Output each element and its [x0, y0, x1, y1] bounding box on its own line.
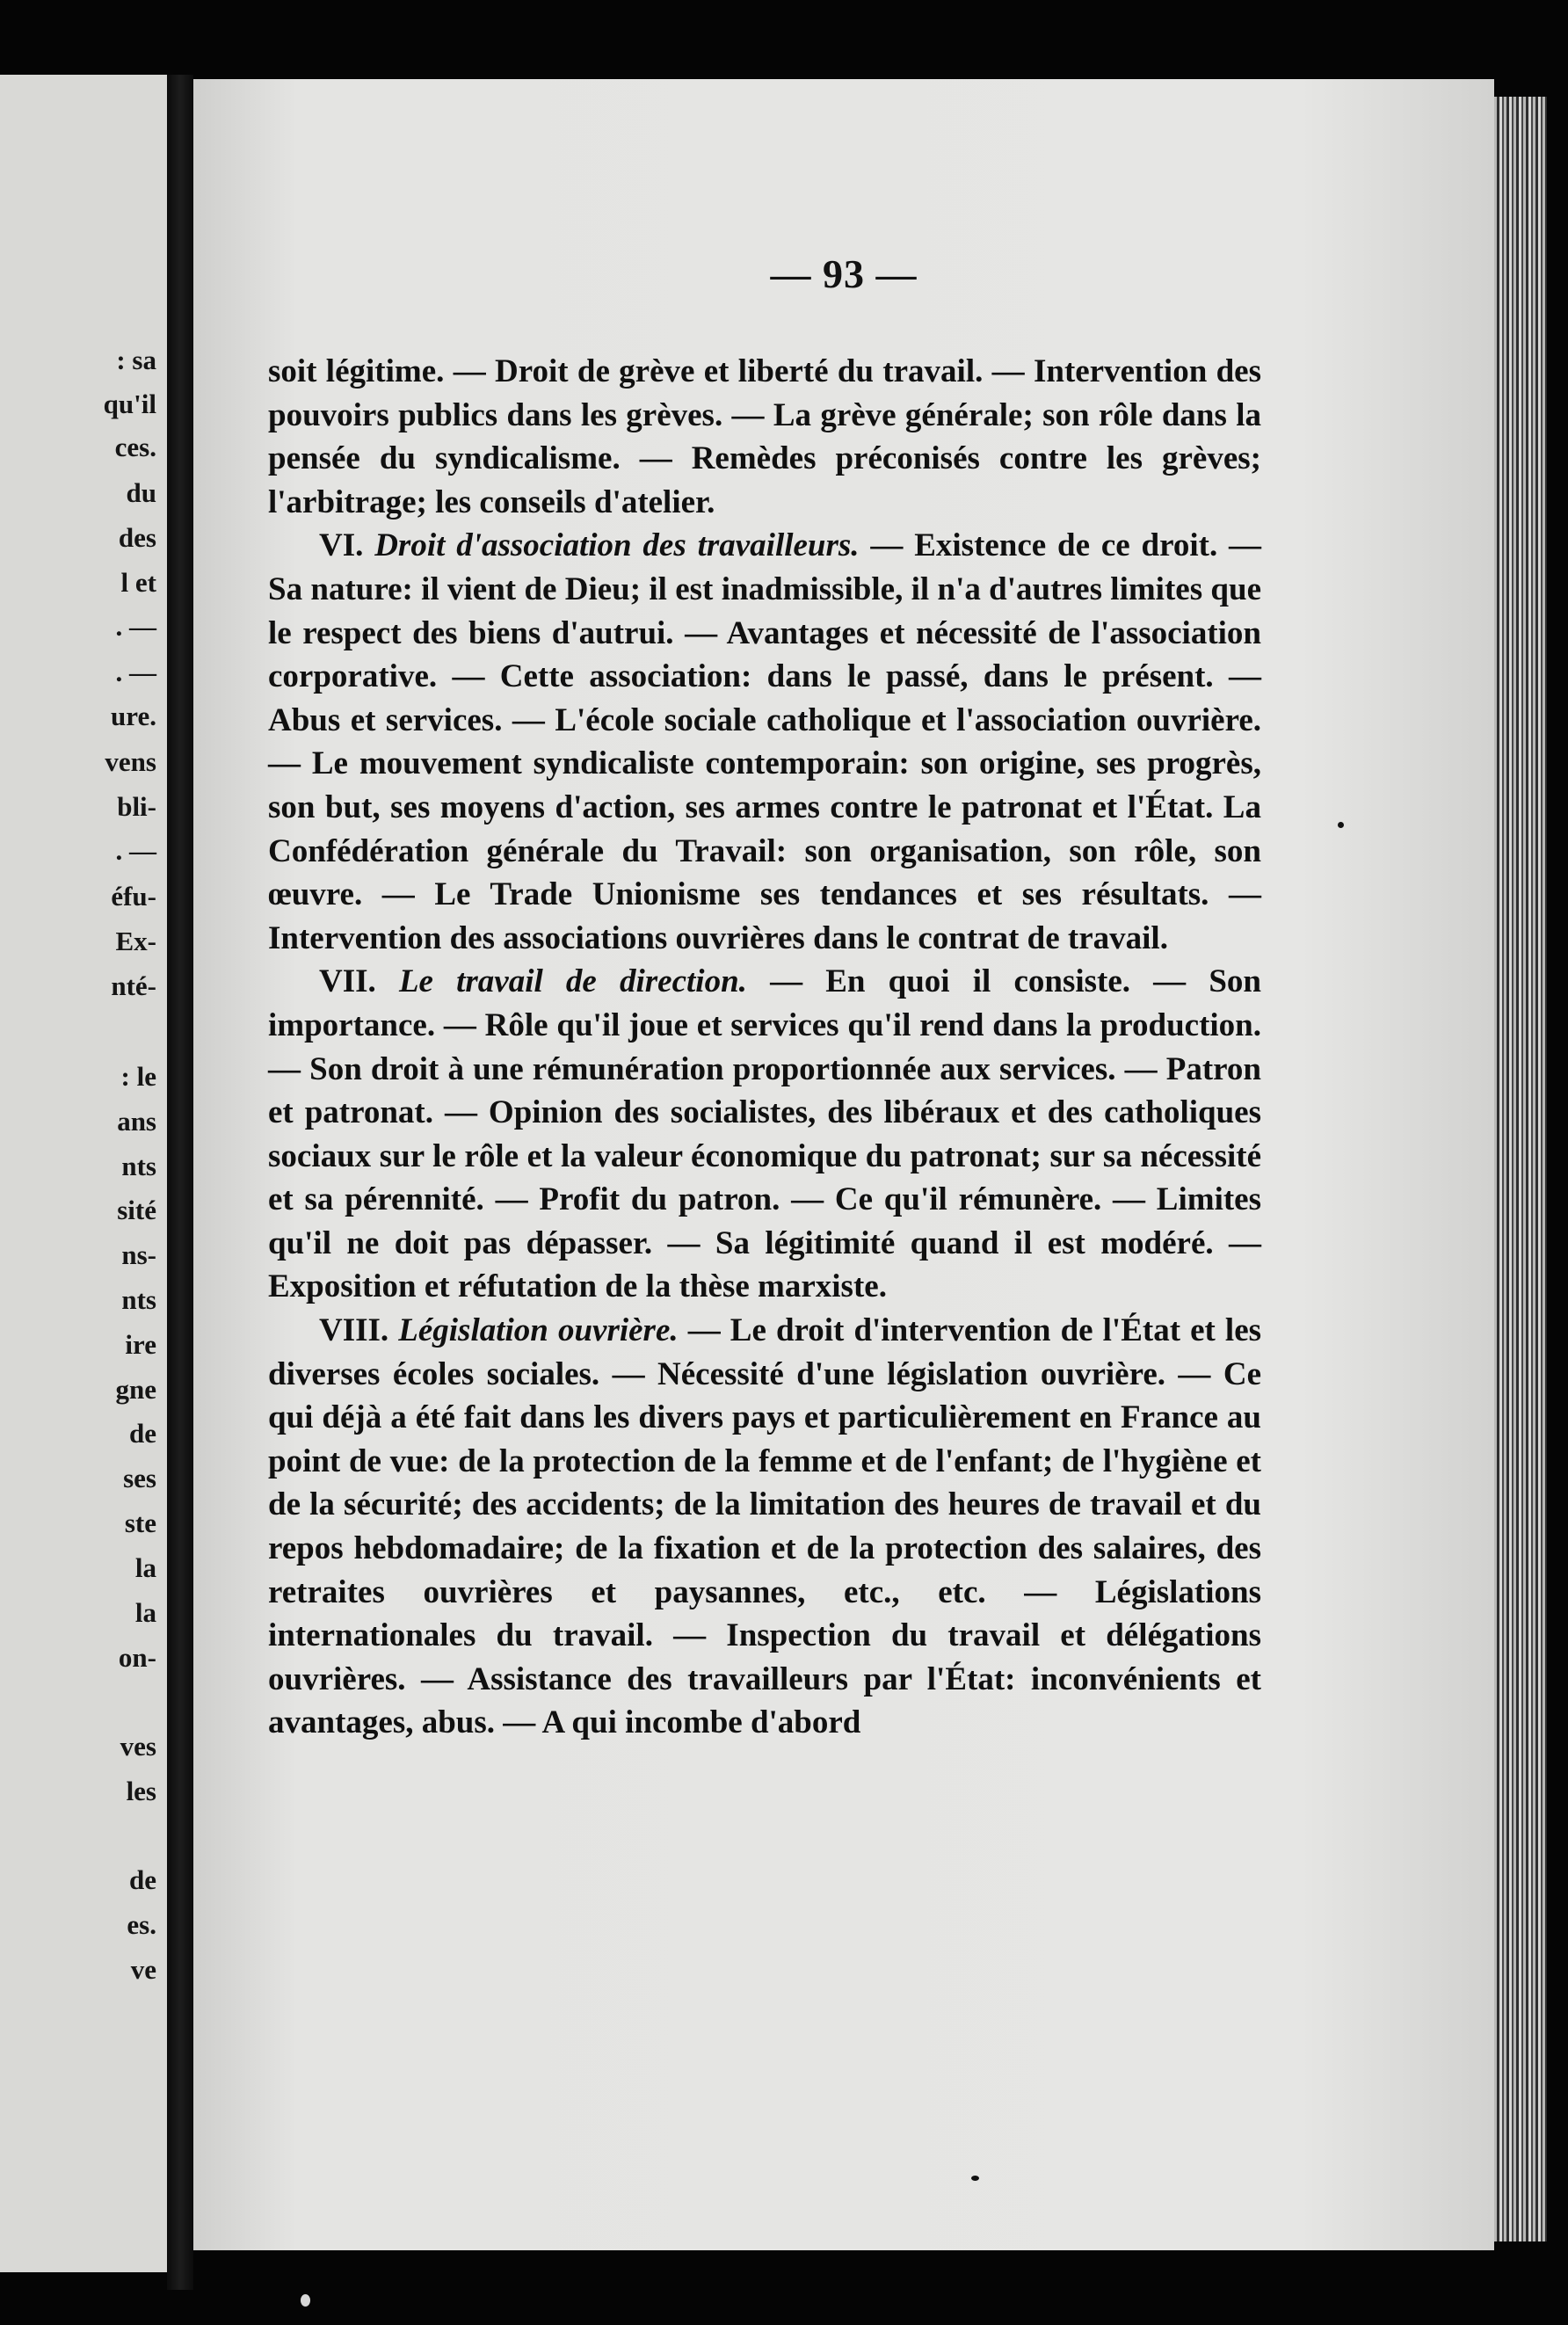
section-number: VII. [319, 963, 376, 1000]
page-number: — 93 — [770, 251, 918, 296]
left-page-text-fragment: ves [120, 1731, 156, 1762]
left-page-text-fragment: gne [115, 1374, 156, 1405]
left-page-text-fragment: Ex- [115, 926, 156, 956]
left-page-text-fragment: sité [117, 1195, 156, 1225]
left-page-text-fragment: éfu- [111, 881, 156, 912]
left-page-text-fragment: nté- [111, 970, 156, 1001]
left-page-text-fragment: ire [125, 1329, 156, 1360]
left-page-text-fragment: ve [130, 1954, 156, 1985]
text-body [268, 350, 1261, 1745]
left-page-text-fragment: . — [115, 835, 156, 866]
left-page-text-fragment: vens [105, 746, 156, 777]
left-page-text-fragment: es. [127, 1909, 156, 1940]
left-page-text-fragment: ces. [114, 432, 156, 462]
left-page-text-fragment: de [129, 1864, 156, 1895]
left-page-text-fragment: ste [124, 1508, 156, 1538]
left-page-text-fragment: des [118, 522, 156, 553]
paragraph-body: — En quoi il consiste. — Son importance. — Rôle qu'il joue et services qu'il rend dans la production. — Son droit à une rémunération proportionnée aux services. — Patron et patronat. — Opinion des socialistes, des libéraux et des catholiques sociaux sur le rôle et la valeur économique du patronat; sur sa nécessité et sa pérennité. — Profit du patron. — Ce qu'il rémunère. — Limites qu'il ne doit pas dépasser. — Sa légitimité quand il est modéré. — Exposition et réfutation de la thèse marxiste. [268, 963, 1261, 1305]
paragraph-section-vi [268, 524, 1261, 960]
left-page-text-fragment: on- [118, 1642, 156, 1673]
left-page-text-fragment: ure. [111, 701, 156, 731]
section-title: Droit d'association des travailleurs. [374, 527, 860, 564]
left-page-text-fragment: de [129, 1418, 156, 1449]
ink-speck [971, 2176, 979, 2181]
paragraph-body: — Le droit d'intervention de l'État et les diverses écoles sociales. — Nécessité d'une législation ouvrière. — Ce qui déjà a été fait dans les divers pays et particulièrement en France au point de vue: de la protection de la femme et de l'enfant; de l'hygiène et de la sécurité; des accidents; de la limitation des heures de travail et du repos hebdomadaire; de la fixation et de la protection des salaires, des retraites ouvrières et paysannes, etc., etc. — Législations internationales du travail. — Inspection du travail et délégations ouvrières. — Assistance des travailleurs par l'État: inconvénients et avantages, abus. — A qui incombe d'abord [268, 1312, 1262, 1741]
section-number: VIII. [319, 1312, 389, 1349]
left-page-text-fragment: qu'il [103, 389, 156, 419]
left-page-text-fragment: la [134, 1552, 156, 1583]
book-gutter [167, 75, 193, 2290]
left-page-text-fragment: bli- [117, 791, 156, 822]
left-page-text-fragment: nts [121, 1284, 156, 1315]
left-page-text-fragment: ns- [121, 1239, 156, 1270]
left-page-text-fragment: : sa [116, 345, 156, 375]
paragraph-body: — Existence de ce droit. — Sa nature: il vient de Dieu; il est inadmissible, il n'a d'autres limites que le respect des biens d'autrui. — Avantages et nécessité de l'association corporative. — Cette association: dans le passé, dans le présent. — Abus et services. — L'école sociale catholique et l'association ouvrière. — Le mouvement syndicaliste contemporain: son origine, ses progrès, son but, ses moyens d'action, ses armes contre le patronat et l'État. La Confédération générale du Travail: son organisation, son rôle, son œuvre. — Le Trade Unionisme ses tendances et ses résultats. — Intervention des associations ouvrières dans le contrat de travail. [268, 527, 1262, 956]
page-edges [1494, 97, 1547, 2241]
paragraph-continuation [268, 350, 1261, 524]
section-number: VI. [319, 527, 364, 564]
left-page-text-fragment: nts [121, 1151, 156, 1181]
ink-speck [1338, 822, 1344, 828]
left-page-text-fragment: la [134, 1597, 156, 1628]
left-page-text-fragment: : le [120, 1061, 156, 1092]
left-page-text-fragment: . — [115, 611, 156, 642]
paragraph-section-vii [268, 960, 1261, 1309]
section-title: Législation ouvrière. [398, 1312, 679, 1349]
left-page-text-fragment: . — [115, 657, 156, 687]
left-page-text-fragment: l et [120, 567, 156, 598]
section-title: Le travail de direction. [398, 963, 747, 1000]
left-page-text-fragment: du [126, 477, 156, 508]
left-page-edge [0, 75, 167, 2272]
paragraph-body: soit légitime. — Droit de grève et liberté du travail. — Intervention des pouvoirs publics dans les grèves. — La grève générale; son rôle dans la pensée du syndicalisme. — Remèdes préconisés contre les grèves; l'arbitrage; les conseils d'atelier. [268, 353, 1261, 520]
ink-speck [301, 2294, 310, 2307]
left-page-text-fragment: ses [123, 1463, 156, 1493]
paragraph-section-viii [268, 1309, 1261, 1745]
left-page-text-fragment: ans [117, 1106, 156, 1137]
left-page-text-fragment: les [126, 1776, 156, 1806]
